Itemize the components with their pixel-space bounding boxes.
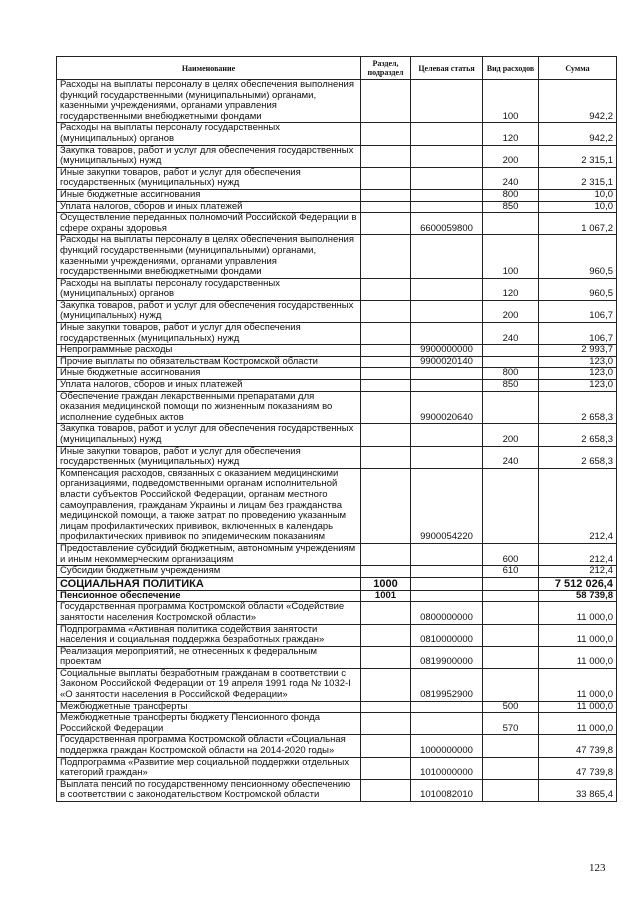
cell-sum: 58 739,8 <box>539 590 617 602</box>
cell-type <box>483 668 539 701</box>
header-name: Наименование <box>57 57 361 80</box>
cell-section <box>361 300 411 322</box>
cell-section <box>361 380 411 392</box>
cell-target: 6600059800 <box>411 213 483 235</box>
table-row <box>57 646 617 668</box>
table-row <box>57 713 617 735</box>
cell-type: 240 <box>483 167 539 189</box>
cell-name: Компенсация расходов, связанных с оказанием медицинскими организациями, подведомственными органам исполнительной власти субъектов Российской Федерации, органам местного самоуправления, гражданам Украины и лицам без гражданства медицинской помощи, а также затрат по проведению указанным лицам профилактических прививок, включенных в календарь профилактических прививок по эпидемическим показаниям <box>57 468 361 543</box>
cell-target: 0819900000 <box>411 646 483 668</box>
cell-section: 1001 <box>361 590 411 602</box>
cell-target: 0810000000 <box>411 624 483 646</box>
cell-target: 1010000000 <box>411 757 483 779</box>
table-row <box>57 668 617 701</box>
cell-name: Иные бюджетные ассигнования <box>57 189 361 201</box>
cell-section <box>361 189 411 201</box>
cell-sum: 2 993,7 <box>539 345 617 357</box>
table-row <box>57 701 617 713</box>
header-section: Раздел, подраздел <box>361 57 411 80</box>
cell-name: Непрограммные расходы <box>57 345 361 357</box>
table-row <box>57 145 617 167</box>
table-row <box>57 779 617 801</box>
cell-type <box>483 356 539 368</box>
cell-target <box>411 189 483 201</box>
table-row <box>57 235 617 278</box>
cell-section <box>361 646 411 668</box>
cell-type: 570 <box>483 713 539 735</box>
cell-type <box>483 602 539 624</box>
cell-section: 1000 <box>361 577 411 590</box>
cell-sum: 106,7 <box>539 300 617 322</box>
cell-target: 9900020140 <box>411 356 483 368</box>
table-row <box>57 590 617 602</box>
cell-name: Расходы на выплаты персоналу в целях обеспечения выполнения функций государственными (муниципальными) органами, казенными учреждениями, органами управления государственными внебюджетными фондами <box>57 235 361 278</box>
table-row <box>57 757 617 779</box>
cell-section <box>361 446 411 468</box>
cell-target: 9900020640 <box>411 391 483 424</box>
table-row <box>57 189 617 201</box>
cell-sum: 11 000,0 <box>539 668 617 701</box>
cell-section <box>361 123 411 145</box>
cell-section <box>361 424 411 446</box>
cell-name: Иные бюджетные ассигнования <box>57 368 361 380</box>
table-row <box>57 624 617 646</box>
cell-section <box>361 213 411 235</box>
cell-section <box>361 543 411 565</box>
cell-sum: 47 739,8 <box>539 757 617 779</box>
cell-name: Иные закупки товаров, работ и услуг для обеспечения государственных (муниципальных) нужд <box>57 323 361 345</box>
cell-section <box>361 201 411 213</box>
cell-target <box>411 577 483 590</box>
cell-name: Расходы на выплаты персоналу государственных (муниципальных) органов <box>57 123 361 145</box>
cell-target <box>411 543 483 565</box>
cell-section <box>361 624 411 646</box>
cell-sum: 2 658,3 <box>539 391 617 424</box>
table-row <box>57 201 617 213</box>
cell-type: 200 <box>483 424 539 446</box>
cell-type: 120 <box>483 278 539 300</box>
cell-section <box>361 566 411 578</box>
table-row <box>57 602 617 624</box>
cell-type: 100 <box>483 235 539 278</box>
cell-section <box>361 602 411 624</box>
cell-section <box>361 779 411 801</box>
cell-name: Иные закупки товаров, работ и услуг для обеспечения государственных (муниципальных) нужд <box>57 446 361 468</box>
cell-type: 850 <box>483 201 539 213</box>
cell-type: 200 <box>483 145 539 167</box>
page-number: 123 <box>589 862 606 874</box>
cell-name: Подпрограмма «Активная политика содействия занятости населения и социальная поддержка безработных граждан» <box>57 624 361 646</box>
cell-name: Осуществление переданных полномочий Российской Федерации в сфере охраны здоровья <box>57 213 361 235</box>
cell-sum: 942,2 <box>539 123 617 145</box>
cell-target <box>411 167 483 189</box>
cell-name: Государственная программа Костромской области «Содействие занятости населения Костромской области» <box>57 602 361 624</box>
header-sum: Сумма <box>539 57 617 80</box>
cell-sum: 11 000,0 <box>539 624 617 646</box>
cell-sum: 212,4 <box>539 543 617 565</box>
cell-sum: 2 658,3 <box>539 424 617 446</box>
cell-type <box>483 391 539 424</box>
cell-sum: 10,0 <box>539 201 617 213</box>
cell-type <box>483 624 539 646</box>
cell-target <box>411 201 483 213</box>
cell-sum: 11 000,0 <box>539 646 617 668</box>
cell-sum: 106,7 <box>539 323 617 345</box>
cell-section <box>361 735 411 757</box>
cell-name: Закупка товаров, работ и услуг для обеспечения государственных (муниципальных) нужд <box>57 424 361 446</box>
table-row <box>57 446 617 468</box>
cell-sum: 123,0 <box>539 368 617 380</box>
cell-section <box>361 278 411 300</box>
table-row <box>57 345 617 357</box>
cell-target <box>411 323 483 345</box>
table-row <box>57 380 617 392</box>
cell-name: Расходы на выплаты персоналу в целях обеспечения выполнения функций государственными (муниципальными) органами, казенными учреждениями, органами управления государственными внебюджетными фондами <box>57 80 361 123</box>
cell-name: Субсидии бюджетным учреждениям <box>57 566 361 578</box>
cell-name: Уплата налогов, сборов и иных платежей <box>57 201 361 213</box>
budget-table <box>56 56 617 802</box>
table-row <box>57 213 617 235</box>
table-row <box>57 80 617 123</box>
cell-name: Подпрограмма «Развитие мер социальной поддержки отдельных категорий граждан» <box>57 757 361 779</box>
cell-sum: 960,5 <box>539 235 617 278</box>
cell-type <box>483 468 539 543</box>
table-row <box>57 577 617 590</box>
cell-sum: 11 000,0 <box>539 602 617 624</box>
cell-section <box>361 323 411 345</box>
cell-name: Межбюджетные трансферты бюджету Пенсионного фонда Российской Федерации <box>57 713 361 735</box>
table-row <box>57 468 617 543</box>
cell-name: Предоставление субсидий бюджетным, автономным учреждениям и иным некоммерческим организациям <box>57 543 361 565</box>
cell-sum: 2 315,1 <box>539 145 617 167</box>
cell-type: 240 <box>483 446 539 468</box>
cell-target <box>411 566 483 578</box>
cell-target <box>411 380 483 392</box>
cell-sum: 2 315,1 <box>539 167 617 189</box>
cell-name: Закупка товаров, работ и услуг для обеспечения государственных (муниципальных) нужд <box>57 145 361 167</box>
cell-name: Межбюджетные трансферты <box>57 701 361 713</box>
cell-type: 120 <box>483 123 539 145</box>
cell-section <box>361 356 411 368</box>
cell-section <box>361 468 411 543</box>
cell-sum: 33 865,4 <box>539 779 617 801</box>
cell-sum: 11 000,0 <box>539 701 617 713</box>
cell-type <box>483 646 539 668</box>
cell-type <box>483 577 539 590</box>
table-row <box>57 368 617 380</box>
cell-sum: 942,2 <box>539 80 617 123</box>
cell-target <box>411 300 483 322</box>
cell-target <box>411 424 483 446</box>
cell-target <box>411 123 483 145</box>
cell-name: Иные закупки товаров, работ и услуг для обеспечения государственных (муниципальных) нужд <box>57 167 361 189</box>
cell-target <box>411 713 483 735</box>
cell-name: Прочие выплаты по обязательствам Костромской области <box>57 356 361 368</box>
cell-type <box>483 213 539 235</box>
cell-type: 850 <box>483 380 539 392</box>
cell-type <box>483 345 539 357</box>
cell-sum: 2 658,3 <box>539 446 617 468</box>
cell-type <box>483 757 539 779</box>
cell-target <box>411 145 483 167</box>
table-row <box>57 323 617 345</box>
budget-page <box>56 56 616 802</box>
cell-type <box>483 779 539 801</box>
cell-name: Уплата налогов, сборов и иных платежей <box>57 380 361 392</box>
cell-sum: 10,0 <box>539 189 617 201</box>
table-row <box>57 424 617 446</box>
cell-name: Выплата пенсий по государственному пенсионному обеспечению в соответствии с законодательством Костромской области <box>57 779 361 801</box>
cell-section <box>361 701 411 713</box>
cell-type: 500 <box>483 701 539 713</box>
cell-section <box>361 80 411 123</box>
table-header-row <box>57 57 617 80</box>
cell-name: Расходы на выплаты персоналу государственных (муниципальных) органов <box>57 278 361 300</box>
cell-type: 800 <box>483 368 539 380</box>
cell-type: 100 <box>483 80 539 123</box>
header-target: Целевая статья <box>411 57 483 80</box>
cell-sum: 1 067,2 <box>539 213 617 235</box>
cell-name: Пенсионное обеспечение <box>57 590 361 602</box>
table-body <box>57 80 617 802</box>
cell-target <box>411 590 483 602</box>
cell-type: 240 <box>483 323 539 345</box>
cell-target <box>411 80 483 123</box>
cell-target <box>411 235 483 278</box>
cell-target <box>411 701 483 713</box>
cell-target: 1000000000 <box>411 735 483 757</box>
cell-type: 200 <box>483 300 539 322</box>
table-row <box>57 278 617 300</box>
cell-name: СОЦИАЛЬНАЯ ПОЛИТИКА <box>57 577 361 590</box>
cell-target: 0800000000 <box>411 602 483 624</box>
table-row <box>57 300 617 322</box>
cell-sum: 47 739,8 <box>539 735 617 757</box>
cell-name: Закупка товаров, работ и услуг для обеспечения государственных (муниципальных) нужд <box>57 300 361 322</box>
cell-section <box>361 713 411 735</box>
cell-name: Реализация мероприятий, не отнесенных к федеральным проектам <box>57 646 361 668</box>
cell-sum: 123,0 <box>539 380 617 392</box>
cell-sum: 11 000,0 <box>539 713 617 735</box>
cell-section <box>361 345 411 357</box>
cell-section <box>361 391 411 424</box>
table-row <box>57 167 617 189</box>
cell-section <box>361 235 411 278</box>
cell-name: Государственная программа Костромской области «Социальная поддержка граждан Костромской области на 2014-2020 годы» <box>57 735 361 757</box>
cell-target: 0819952900 <box>411 668 483 701</box>
cell-type <box>483 590 539 602</box>
cell-target <box>411 278 483 300</box>
cell-section <box>361 368 411 380</box>
table-row <box>57 391 617 424</box>
cell-type: 610 <box>483 566 539 578</box>
cell-section <box>361 668 411 701</box>
cell-type: 600 <box>483 543 539 565</box>
cell-target: 9900054220 <box>411 468 483 543</box>
cell-section <box>361 757 411 779</box>
cell-target: 9900000000 <box>411 345 483 357</box>
cell-section <box>361 167 411 189</box>
cell-type <box>483 735 539 757</box>
table-row <box>57 543 617 565</box>
table-row <box>57 123 617 145</box>
table-row <box>57 735 617 757</box>
cell-sum: 7 512 026,4 <box>539 577 617 590</box>
table-row <box>57 566 617 578</box>
cell-target <box>411 368 483 380</box>
cell-type: 800 <box>483 189 539 201</box>
header-type: Вид расходов <box>483 57 539 80</box>
cell-section <box>361 145 411 167</box>
table-row <box>57 356 617 368</box>
cell-sum: 960,5 <box>539 278 617 300</box>
cell-sum: 212,4 <box>539 566 617 578</box>
cell-sum: 212,4 <box>539 468 617 543</box>
cell-sum: 123,0 <box>539 356 617 368</box>
cell-target <box>411 446 483 468</box>
cell-name: Обеспечение граждан лекарственными препаратами для оказания медицинской помощи по жизненным показаниям во исполнение судебных актов <box>57 391 361 424</box>
cell-name: Социальные выплаты безработным гражданам в соответствии с Законом Российской Федерации от 19 апреля 1991 года № 1032-I «О занятости населения в Российской Федерации» <box>57 668 361 701</box>
cell-target: 1010082010 <box>411 779 483 801</box>
